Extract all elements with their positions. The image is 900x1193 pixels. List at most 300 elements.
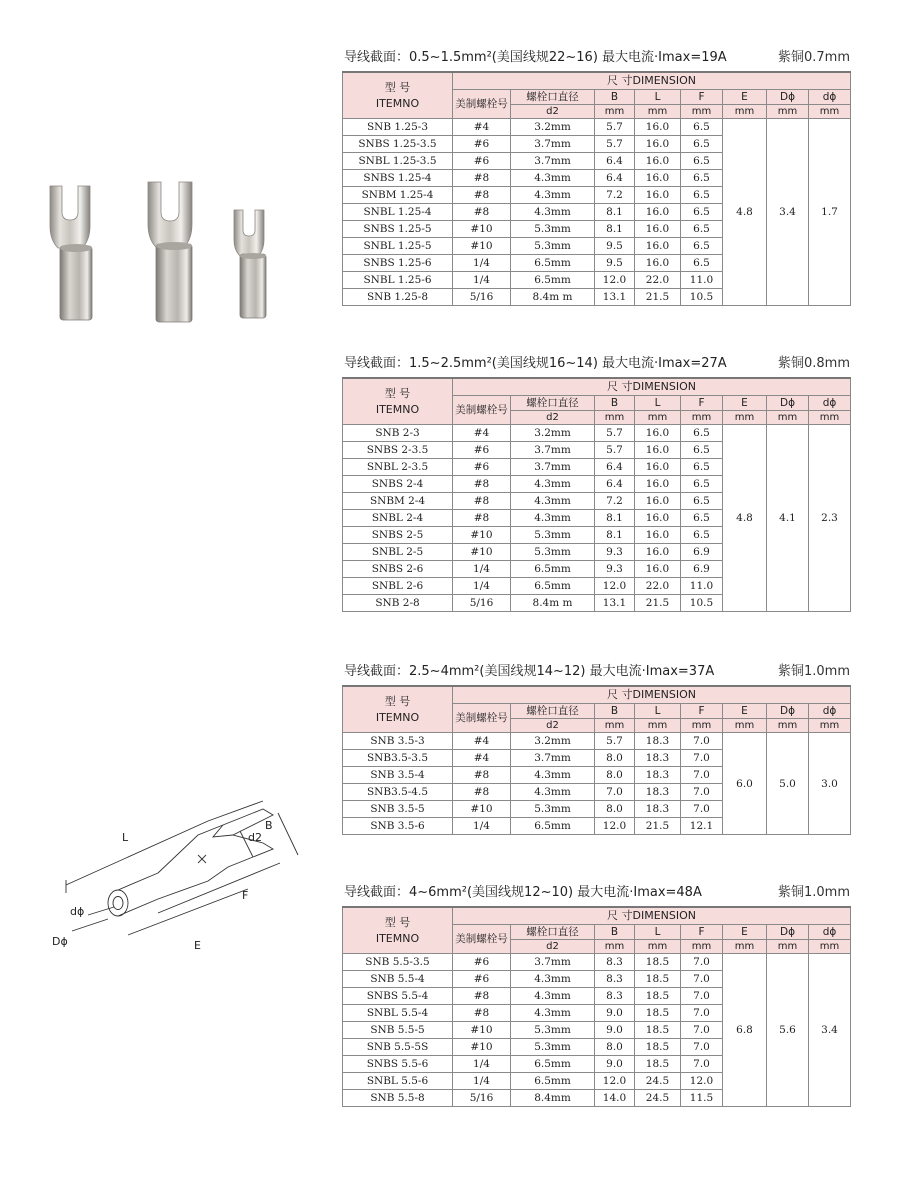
terminal-medium xyxy=(50,186,92,320)
cell-bolt: 6.5mm xyxy=(511,578,595,595)
cell-model: SNBS 5.5-6 xyxy=(343,1056,453,1073)
cell-F: 7.0 xyxy=(681,750,723,767)
cell-L: 16.0 xyxy=(635,170,681,187)
cell-B: 9.3 xyxy=(595,544,635,561)
cell-L: 16.0 xyxy=(635,204,681,221)
unit-mm: mm xyxy=(595,105,635,119)
cell-model: SNB 2-8 xyxy=(343,595,453,612)
label-B: B xyxy=(265,819,273,832)
header-dimension: 尺 寸DIMENSION xyxy=(453,378,851,396)
copper-thickness: 紫铜1.0mm xyxy=(777,664,850,679)
cell-F: 6.5 xyxy=(681,493,723,510)
cell-F: 11.0 xyxy=(681,272,723,289)
cell-B: 8.3 xyxy=(595,971,635,988)
cell-L: 18.3 xyxy=(635,750,681,767)
header-F: F xyxy=(681,90,723,105)
cell-screw: #8 xyxy=(453,493,511,510)
header-model xyxy=(343,686,453,733)
label-d2: d2 xyxy=(248,831,262,844)
cell-screw: 1/4 xyxy=(453,818,511,835)
header-dimension: 尺 寸DIMENSION xyxy=(453,686,851,704)
unit-mm: mm xyxy=(723,719,767,733)
cell-F: 6.5 xyxy=(681,476,723,493)
cell-L: 16.0 xyxy=(635,544,681,561)
cell-d: 3.0 xyxy=(809,733,851,835)
cell-bolt: 5.3mm xyxy=(511,544,595,561)
cell-F: 7.0 xyxy=(681,971,723,988)
cell-screw: 5/16 xyxy=(453,1090,511,1107)
cell-L: 18.3 xyxy=(635,784,681,801)
header-E: E xyxy=(723,925,767,940)
unit-mm: mm xyxy=(681,105,723,119)
cell-screw: 1/4 xyxy=(453,578,511,595)
cell-L: 21.5 xyxy=(635,818,681,835)
cell-model: SNBS 2-5 xyxy=(343,527,453,544)
cell-B: 9.3 xyxy=(595,561,635,578)
cell-B: 13.1 xyxy=(595,595,635,612)
cell-L: 18.3 xyxy=(635,733,681,750)
cell-F: 6.5 xyxy=(681,442,723,459)
section-title: 导线截面：4~6mm²(美国线规12~10) 最大电流·Imax=48A xyxy=(344,885,702,900)
cell-E: 6.0 xyxy=(723,733,767,835)
cell-bolt: 4.3mm xyxy=(511,1005,595,1022)
cell-B: 8.1 xyxy=(595,221,635,238)
cell-F: 6.5 xyxy=(681,170,723,187)
unit-mm: mm xyxy=(635,105,681,119)
cell-L: 22.0 xyxy=(635,578,681,595)
header-E: E xyxy=(723,704,767,719)
header-bolt: 螺栓口直径 xyxy=(511,90,595,105)
cell-bolt: 4.3mm xyxy=(511,204,595,221)
cell-bolt: 6.5mm xyxy=(511,1056,595,1073)
cell-B: 8.3 xyxy=(595,988,635,1005)
section-title: 导线截面：2.5~4mm²(美国线规14~12) 最大电流·Imax=37A xyxy=(344,664,715,679)
cell-model: SNBL 1.25-4 xyxy=(343,204,453,221)
section-title-bar xyxy=(342,48,850,68)
cell-bolt: 8.4m m xyxy=(511,289,595,306)
cell-bolt: 5.3mm xyxy=(511,527,595,544)
cell-screw: #10 xyxy=(453,527,511,544)
header-d: dϕ xyxy=(809,90,851,105)
cell-bolt: 8.4m m xyxy=(511,595,595,612)
cell-bolt: 6.5mm xyxy=(511,255,595,272)
section-title-bar xyxy=(342,662,850,682)
unit-mm: mm xyxy=(723,411,767,425)
cell-L: 18.5 xyxy=(635,1022,681,1039)
cell-screw: #8 xyxy=(453,476,511,493)
cell-screw: #10 xyxy=(453,238,511,255)
cell-model: SNB3.5-3.5 xyxy=(343,750,453,767)
cell-screw: #8 xyxy=(453,510,511,527)
cell-model: SNBL 1.25-6 xyxy=(343,272,453,289)
cell-bolt: 5.3mm xyxy=(511,221,595,238)
cell-L: 16.0 xyxy=(635,493,681,510)
cell-model: SNB 5.5-4 xyxy=(343,971,453,988)
cell-model: SNB 3.5-6 xyxy=(343,818,453,835)
spec-section-4 xyxy=(342,883,850,1107)
header-dimension: 尺 寸DIMENSION xyxy=(453,907,851,925)
table-row xyxy=(343,733,851,750)
spec-section-3 xyxy=(342,662,850,835)
cell-model: SNB 5.5-5 xyxy=(343,1022,453,1039)
cell-F: 7.0 xyxy=(681,988,723,1005)
cell-bolt: 3.2mm xyxy=(511,119,595,136)
table-row xyxy=(343,425,851,442)
cell-bolt: 4.3mm xyxy=(511,476,595,493)
cell-B: 6.4 xyxy=(595,459,635,476)
header-D: Dϕ xyxy=(767,704,809,719)
spec-table xyxy=(342,685,851,835)
header-model xyxy=(343,378,453,425)
cell-L: 16.0 xyxy=(635,153,681,170)
header-model-cn: 型 号 xyxy=(384,694,411,708)
cell-screw: #8 xyxy=(453,1005,511,1022)
header-bolt: 螺栓口直径 xyxy=(511,396,595,411)
cell-D: 3.4 xyxy=(767,119,809,306)
unit-mm: mm xyxy=(723,940,767,954)
header-L: L xyxy=(635,396,681,411)
cell-F: 6.5 xyxy=(681,527,723,544)
cell-B: 6.4 xyxy=(595,153,635,170)
header-B: B xyxy=(595,925,635,940)
cell-B: 7.2 xyxy=(595,187,635,204)
fork-terminal-photo xyxy=(40,178,300,328)
spec-section-2 xyxy=(342,354,850,612)
cell-B: 8.1 xyxy=(595,527,635,544)
cell-L: 16.0 xyxy=(635,425,681,442)
cell-F: 6.5 xyxy=(681,221,723,238)
cell-L: 21.5 xyxy=(635,289,681,306)
cell-bolt: 5.3mm xyxy=(511,1039,595,1056)
unit-mm: mm xyxy=(809,411,851,425)
cell-screw: #8 xyxy=(453,988,511,1005)
cell-screw: 5/16 xyxy=(453,289,511,306)
unit-mm: mm xyxy=(767,940,809,954)
header-B: B xyxy=(595,396,635,411)
cell-screw: #6 xyxy=(453,136,511,153)
header-D: Dϕ xyxy=(767,90,809,105)
cell-model: SNBL 5.5-6 xyxy=(343,1073,453,1090)
header-model-cn: 型 号 xyxy=(384,80,411,94)
cell-F: 7.0 xyxy=(681,1022,723,1039)
cell-bolt: 3.7mm xyxy=(511,442,595,459)
unit-mm: mm xyxy=(767,411,809,425)
cell-B: 8.1 xyxy=(595,204,635,221)
cell-F: 10.5 xyxy=(681,289,723,306)
cell-model: SNBS 2-6 xyxy=(343,561,453,578)
header-d2: d2 xyxy=(511,411,595,425)
cell-bolt: 3.7mm xyxy=(511,750,595,767)
header-d2: d2 xyxy=(511,105,595,119)
cell-F: 6.5 xyxy=(681,204,723,221)
cell-bolt: 6.5mm xyxy=(511,1073,595,1090)
cell-L: 16.0 xyxy=(635,510,681,527)
section-title: 导线截面：0.5~1.5mm²(美国线规22~16) 最大电流·Imax=19A xyxy=(344,50,727,65)
unit-mm: mm xyxy=(767,719,809,733)
cell-bolt: 5.3mm xyxy=(511,801,595,818)
cell-model: SNB 3.5-3 xyxy=(343,733,453,750)
header-bolt: 螺栓口直径 xyxy=(511,925,595,940)
header-d: dϕ xyxy=(809,704,851,719)
header-model-cn: 型 号 xyxy=(384,915,411,929)
header-D: Dϕ xyxy=(767,925,809,940)
cell-B: 6.4 xyxy=(595,476,635,493)
cell-B: 5.7 xyxy=(595,425,635,442)
spec-table xyxy=(342,71,851,306)
unit-mm: mm xyxy=(681,719,723,733)
header-B: B xyxy=(595,90,635,105)
header-D: Dϕ xyxy=(767,396,809,411)
section-title-bar xyxy=(342,354,850,374)
cell-screw: #6 xyxy=(453,459,511,476)
cell-F: 7.0 xyxy=(681,784,723,801)
cell-screw: #8 xyxy=(453,170,511,187)
cell-F: 12.0 xyxy=(681,1073,723,1090)
cell-F: 11.0 xyxy=(681,578,723,595)
cell-L: 16.0 xyxy=(635,527,681,544)
cell-B: 5.7 xyxy=(595,136,635,153)
cell-screw: #10 xyxy=(453,221,511,238)
header-dimension: 尺 寸DIMENSION xyxy=(453,72,851,90)
unit-mm: mm xyxy=(595,411,635,425)
cell-d: 1.7 xyxy=(809,119,851,306)
cell-B: 5.7 xyxy=(595,119,635,136)
cell-model: SNBL 2-6 xyxy=(343,578,453,595)
cell-B: 5.7 xyxy=(595,733,635,750)
cell-model: SNBL 1.25-3.5 xyxy=(343,153,453,170)
label-L: L xyxy=(122,831,129,844)
cell-bolt: 3.7mm xyxy=(511,459,595,476)
cell-screw: #6 xyxy=(453,971,511,988)
cell-model: SNB 3.5-5 xyxy=(343,801,453,818)
cell-F: 12.1 xyxy=(681,818,723,835)
header-d2: d2 xyxy=(511,719,595,733)
cell-F: 6.5 xyxy=(681,187,723,204)
cell-model: SNBS 2-4 xyxy=(343,476,453,493)
cell-B: 12.0 xyxy=(595,1073,635,1090)
cell-B: 8.0 xyxy=(595,767,635,784)
cell-screw: #10 xyxy=(453,1022,511,1039)
cell-L: 16.0 xyxy=(635,255,681,272)
cell-model: SNB 1.25-3 xyxy=(343,119,453,136)
cell-model: SNB 2-3 xyxy=(343,425,453,442)
cell-B: 14.0 xyxy=(595,1090,635,1107)
table-row xyxy=(343,119,851,136)
terminal-large xyxy=(148,182,192,322)
cell-L: 22.0 xyxy=(635,272,681,289)
cell-model: SNB3.5-4.5 xyxy=(343,784,453,801)
cell-screw: #10 xyxy=(453,544,511,561)
cell-screw: #8 xyxy=(453,784,511,801)
cell-L: 18.5 xyxy=(635,971,681,988)
cell-bolt: 4.3mm xyxy=(511,187,595,204)
header-model-en: ITEMNO xyxy=(375,710,420,724)
cell-F: 7.0 xyxy=(681,1056,723,1073)
header-B: B xyxy=(595,704,635,719)
cell-F: 6.5 xyxy=(681,119,723,136)
cell-d: 2.3 xyxy=(809,425,851,612)
copper-thickness: 紫铜1.0mm xyxy=(777,885,850,900)
cell-D: 5.6 xyxy=(767,954,809,1107)
cell-D: 4.1 xyxy=(767,425,809,612)
cell-L: 24.5 xyxy=(635,1090,681,1107)
unit-mm: mm xyxy=(595,719,635,733)
cell-L: 18.3 xyxy=(635,767,681,784)
cell-bolt: 6.5mm xyxy=(511,818,595,835)
cell-bolt: 4.3mm xyxy=(511,510,595,527)
header-model xyxy=(343,907,453,954)
header-bolt: 螺栓口直径 xyxy=(511,704,595,719)
cell-bolt: 4.3mm xyxy=(511,971,595,988)
cell-bolt: 3.2mm xyxy=(511,733,595,750)
cell-model: SNB 5.5-3.5 xyxy=(343,954,453,971)
cell-model: SNBS 1.25-4 xyxy=(343,170,453,187)
section-title-bar xyxy=(342,883,850,903)
cell-screw: #8 xyxy=(453,204,511,221)
label-F: F xyxy=(242,889,249,902)
cell-L: 18.5 xyxy=(635,1056,681,1073)
cell-L: 16.0 xyxy=(635,238,681,255)
header-L: L xyxy=(635,925,681,940)
cell-B: 9.5 xyxy=(595,255,635,272)
cell-L: 16.0 xyxy=(635,459,681,476)
cell-F: 11.5 xyxy=(681,1090,723,1107)
cell-bolt: 3.7mm xyxy=(511,954,595,971)
cell-B: 12.0 xyxy=(595,578,635,595)
header-F: F xyxy=(681,925,723,940)
cell-B: 8.0 xyxy=(595,1039,635,1056)
cell-model: SNBS 5.5-4 xyxy=(343,988,453,1005)
cell-B: 6.4 xyxy=(595,170,635,187)
cell-L: 18.3 xyxy=(635,801,681,818)
cell-screw: 1/4 xyxy=(453,272,511,289)
cell-F: 6.5 xyxy=(681,510,723,527)
cell-model: SNBS 1.25-5 xyxy=(343,221,453,238)
header-model-en: ITEMNO xyxy=(375,96,420,110)
header-L: L xyxy=(635,704,681,719)
header-L: L xyxy=(635,90,681,105)
spec-table xyxy=(342,377,851,612)
copper-thickness: 紫铜0.7mm xyxy=(777,50,850,65)
copper-thickness: 紫铜0.8mm xyxy=(777,356,850,371)
cell-L: 18.5 xyxy=(635,1005,681,1022)
cell-B: 9.0 xyxy=(595,1056,635,1073)
cell-model: SNBM 1.25-4 xyxy=(343,187,453,204)
cell-bolt: 4.3mm xyxy=(511,767,595,784)
cell-F: 6.9 xyxy=(681,544,723,561)
cell-B: 13.1 xyxy=(595,289,635,306)
cell-F: 7.0 xyxy=(681,767,723,784)
cell-screw: #4 xyxy=(453,425,511,442)
cell-bolt: 4.3mm xyxy=(511,493,595,510)
cell-B: 12.0 xyxy=(595,818,635,835)
cell-F: 7.0 xyxy=(681,1039,723,1056)
cell-screw: 5/16 xyxy=(453,595,511,612)
cell-model: SNB 1.25-8 xyxy=(343,289,453,306)
cell-B: 12.0 xyxy=(595,272,635,289)
cell-model: SNB 5.5-5S xyxy=(343,1039,453,1056)
cell-screw: #4 xyxy=(453,119,511,136)
cell-L: 16.0 xyxy=(635,442,681,459)
cell-model: SNBL 1.25-5 xyxy=(343,238,453,255)
cell-L: 16.0 xyxy=(635,221,681,238)
cell-F: 10.5 xyxy=(681,595,723,612)
header-d: dϕ xyxy=(809,396,851,411)
cell-screw: #6 xyxy=(453,954,511,971)
cell-F: 6.5 xyxy=(681,153,723,170)
cell-bolt: 4.3mm xyxy=(511,170,595,187)
cell-B: 8.1 xyxy=(595,510,635,527)
cell-F: 7.0 xyxy=(681,1005,723,1022)
cell-F: 6.5 xyxy=(681,238,723,255)
section-title: 导线截面：1.5~2.5mm²(美国线规16~14) 最大电流·Imax=27A xyxy=(344,356,727,371)
cell-B: 5.7 xyxy=(595,442,635,459)
unit-mm: mm xyxy=(767,105,809,119)
header-d: dϕ xyxy=(809,925,851,940)
header-screw: 美制螺栓号 xyxy=(453,396,511,425)
cell-B: 9.0 xyxy=(595,1005,635,1022)
cell-B: 8.0 xyxy=(595,750,635,767)
header-F: F xyxy=(681,396,723,411)
unit-mm: mm xyxy=(809,105,851,119)
cell-bolt: 6.5mm xyxy=(511,272,595,289)
cell-screw: #6 xyxy=(453,442,511,459)
cell-L: 16.0 xyxy=(635,136,681,153)
cell-model: SNBL 2-3.5 xyxy=(343,459,453,476)
cell-model: SNBL 2-5 xyxy=(343,544,453,561)
terminal-small xyxy=(234,210,266,318)
cell-L: 18.5 xyxy=(635,954,681,971)
unit-mm: mm xyxy=(595,940,635,954)
cell-L: 21.5 xyxy=(635,595,681,612)
header-model-en: ITEMNO xyxy=(375,402,420,416)
header-F: F xyxy=(681,704,723,719)
header-E: E xyxy=(723,396,767,411)
cell-bolt: 5.3mm xyxy=(511,238,595,255)
label-E: E xyxy=(194,939,201,952)
header-model-en: ITEMNO xyxy=(375,931,420,945)
cell-L: 18.5 xyxy=(635,988,681,1005)
header-d2: d2 xyxy=(511,940,595,954)
cell-F: 6.5 xyxy=(681,425,723,442)
cell-screw: #4 xyxy=(453,733,511,750)
cell-screw: 1/4 xyxy=(453,1073,511,1090)
cell-model: SNBS 1.25-3.5 xyxy=(343,136,453,153)
cell-model: SNB 5.5-8 xyxy=(343,1090,453,1107)
cell-F: 6.9 xyxy=(681,561,723,578)
header-screw: 美制螺栓号 xyxy=(453,704,511,733)
header-model-cn: 型 号 xyxy=(384,386,411,400)
cell-model: SNBS 2-3.5 xyxy=(343,442,453,459)
table-row xyxy=(343,954,851,971)
cell-model: SNBL 5.5-4 xyxy=(343,1005,453,1022)
cell-F: 7.0 xyxy=(681,733,723,750)
cell-L: 24.5 xyxy=(635,1073,681,1090)
cell-bolt: 6.5mm xyxy=(511,561,595,578)
cell-L: 16.0 xyxy=(635,561,681,578)
cell-screw: 1/4 xyxy=(453,1056,511,1073)
cell-L: 18.5 xyxy=(635,1039,681,1056)
cell-d: 3.4 xyxy=(809,954,851,1107)
header-screw: 美制螺栓号 xyxy=(453,90,511,119)
cell-model: SNBL 2-4 xyxy=(343,510,453,527)
cell-F: 7.0 xyxy=(681,954,723,971)
cell-screw: #10 xyxy=(453,801,511,818)
cell-B: 7.2 xyxy=(595,493,635,510)
unit-mm: mm xyxy=(681,940,723,954)
cell-L: 16.0 xyxy=(635,187,681,204)
cell-bolt: 3.2mm xyxy=(511,425,595,442)
